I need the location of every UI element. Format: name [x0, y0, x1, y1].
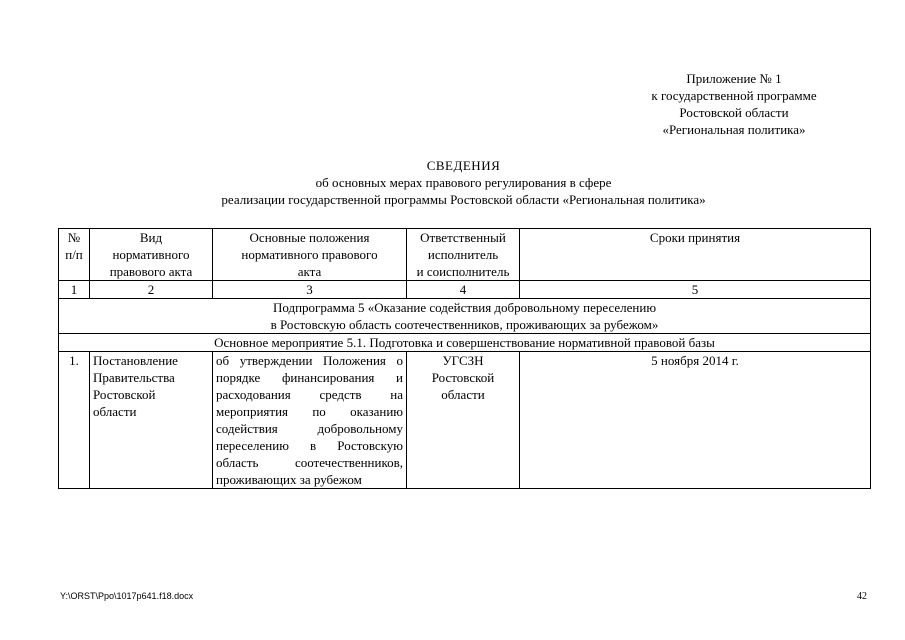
- subprogram-row: [59, 299, 871, 334]
- row-deadline: 5 ноября 2014 г.: [520, 352, 871, 489]
- row-num: 1.: [59, 352, 90, 489]
- row-executor: УГСЗН Ростовской области: [407, 352, 520, 489]
- header-deadline: Сроки принятия: [520, 229, 871, 281]
- column-number-row: [59, 281, 871, 299]
- footer-file-path: Y:\ORST\Ppo\1017p641.f18.docx: [60, 591, 194, 601]
- column-number: 3: [213, 281, 407, 299]
- column-number: 2: [90, 281, 213, 299]
- appendix-line: к государственной программе: [651, 88, 817, 103]
- header-num: № п/п: [59, 229, 90, 281]
- appendix-line: Ростовской области: [679, 105, 789, 120]
- measures-table: [58, 228, 871, 489]
- header-executor: Ответственный исполнитель и соисполнитель: [407, 229, 520, 281]
- main-activity-title: Основное мероприятие 5.1. Подготовка и совершенствование нормативной правовой базы: [59, 334, 871, 352]
- page-number: 42: [857, 591, 867, 602]
- column-number: 4: [407, 281, 520, 299]
- header-provisions: Основные положения нормативного правового акта: [213, 229, 407, 281]
- title-heading: СВЕДЕНИЯ: [426, 158, 501, 173]
- row-act-type: Постановление Правительства Ростовской области: [90, 352, 213, 489]
- appendix-header: [619, 70, 849, 138]
- column-number: 1: [59, 281, 90, 299]
- appendix-line: «Региональная политика»: [662, 122, 806, 137]
- row-provisions: об утверждении Положения о порядке финансирования и расходования средств на мероприятия по оказанию содействия добровольному переселению в Ростовскую область соотечественников, проживающих за рубежом: [213, 352, 407, 489]
- column-number: 5: [520, 281, 871, 299]
- table-header-row: [59, 229, 871, 281]
- main-activity-row: [59, 334, 871, 352]
- subprogram-title: Подпрограмма 5 «Оказание содействия добровольному переселению в Ростовскую область соотечественников, проживающих за рубежом»: [59, 299, 871, 334]
- header-act-type: Вид нормативного правового акта: [90, 229, 213, 281]
- title-line: реализации государственной программы Ростовской области «Региональная политика»: [221, 192, 706, 207]
- table-row: [59, 352, 871, 489]
- title-line: об основных мерах правового регулирования в сфере: [315, 175, 612, 190]
- appendix-line: Приложение № 1: [686, 71, 782, 86]
- document-title: [58, 157, 869, 208]
